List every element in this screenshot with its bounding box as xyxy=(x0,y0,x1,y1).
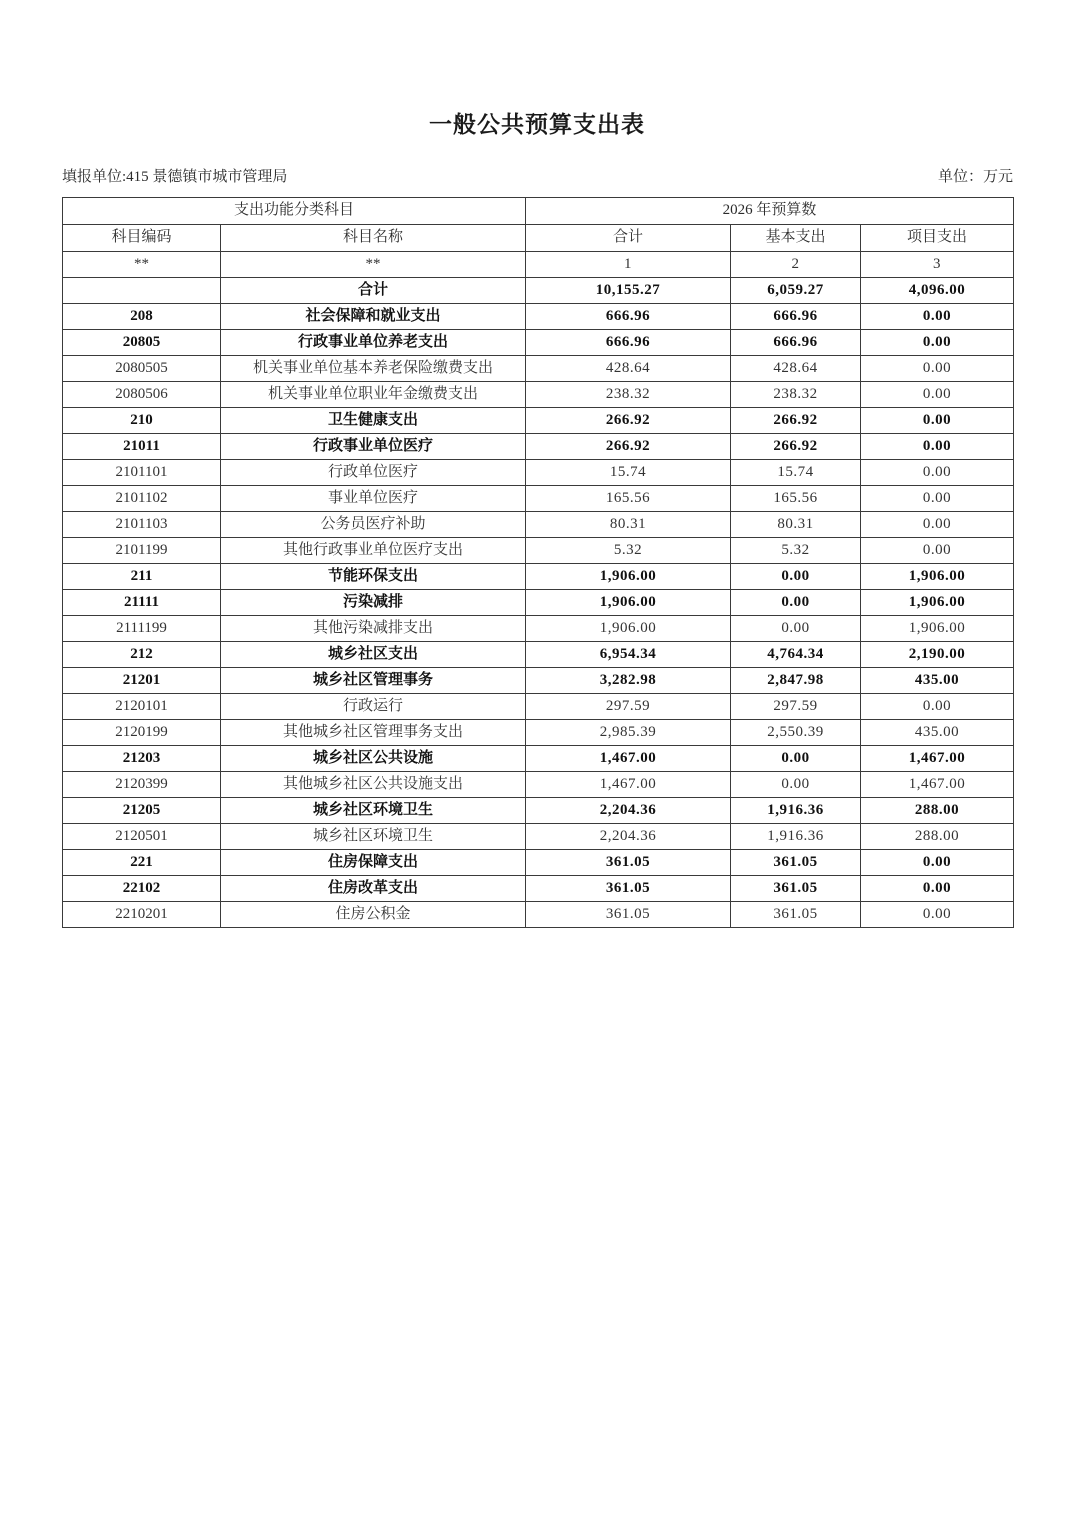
cell-subject-code xyxy=(63,278,221,304)
cell-total: 666.96 xyxy=(526,330,731,356)
cell-subject-name: 行政事业单位医疗 xyxy=(221,434,526,460)
table-row xyxy=(63,616,1014,642)
table-row xyxy=(63,902,1014,928)
cell-basic: 238.32 xyxy=(731,382,861,408)
cell-basic: 361.05 xyxy=(731,850,861,876)
cell-subject-code: 2101101 xyxy=(63,460,221,486)
unit-label: 单位：万元 xyxy=(937,169,1013,185)
cell-basic: 0.00 xyxy=(731,590,861,616)
cell-total: 6,954.34 xyxy=(526,642,731,668)
cell-subject-code: 2120199 xyxy=(63,720,221,746)
cell-basic: 266.92 xyxy=(731,434,861,460)
cell-subject-name: 城乡社区环境卫生 xyxy=(221,824,526,850)
cell-total: 15.74 xyxy=(526,460,731,486)
cell-subject-name: 其他行政事业单位医疗支出 xyxy=(221,538,526,564)
cell-subject-name: ** xyxy=(221,252,526,278)
table-row xyxy=(63,798,1014,824)
cell-total: 2,204.36 xyxy=(526,824,731,850)
cell-subject-code: 20805 xyxy=(63,330,221,356)
table-row xyxy=(63,538,1014,564)
table-row xyxy=(63,564,1014,590)
table-row xyxy=(63,486,1014,512)
cell-project: 1,467.00 xyxy=(861,772,1014,798)
cell-subject-code: 2120101 xyxy=(63,694,221,720)
header-project-expenditure: 项目支出 xyxy=(861,225,1014,252)
cell-project: 0.00 xyxy=(861,408,1014,434)
cell-project: 2,190.00 xyxy=(861,642,1014,668)
cell-subject-code: 210 xyxy=(63,408,221,434)
cell-project: 0.00 xyxy=(861,876,1014,902)
cell-basic: 4,764.34 xyxy=(731,642,861,668)
cell-total: 80.31 xyxy=(526,512,731,538)
cell-project: 0.00 xyxy=(861,850,1014,876)
cell-subject-name: 城乡社区公共设施 xyxy=(221,746,526,772)
cell-basic: 0.00 xyxy=(731,564,861,590)
cell-subject-name: 住房公积金 xyxy=(221,902,526,928)
cell-subject-name: 城乡社区支出 xyxy=(221,642,526,668)
table-row xyxy=(63,824,1014,850)
cell-project: 0.00 xyxy=(861,694,1014,720)
cell-project: 0.00 xyxy=(861,356,1014,382)
cell-subject-code: 212 xyxy=(63,642,221,668)
header-group-budget-year: 2026 年预算数 xyxy=(526,198,1014,225)
table-row xyxy=(63,330,1014,356)
cell-subject-code: 21011 xyxy=(63,434,221,460)
cell-total: 666.96 xyxy=(526,304,731,330)
cell-subject-code: 2101102 xyxy=(63,486,221,512)
cell-subject-code: 2101199 xyxy=(63,538,221,564)
cell-total: 1,906.00 xyxy=(526,590,731,616)
cell-basic: 15.74 xyxy=(731,460,861,486)
cell-basic: 361.05 xyxy=(731,902,861,928)
cell-project: 0.00 xyxy=(861,382,1014,408)
cell-subject-name: 行政单位医疗 xyxy=(221,460,526,486)
table-row xyxy=(63,876,1014,902)
table-row xyxy=(63,694,1014,720)
table-row xyxy=(63,278,1014,304)
cell-basic: 0.00 xyxy=(731,772,861,798)
cell-basic: 2,550.39 xyxy=(731,720,861,746)
cell-total: 297.59 xyxy=(526,694,731,720)
cell-project: 435.00 xyxy=(861,720,1014,746)
cell-subject-name: 城乡社区管理事务 xyxy=(221,668,526,694)
header-group-row xyxy=(63,198,1014,225)
table-row xyxy=(63,356,1014,382)
table-row xyxy=(63,720,1014,746)
cell-subject-code: 2120399 xyxy=(63,772,221,798)
meta-row xyxy=(62,165,1013,186)
cell-total: 1,467.00 xyxy=(526,772,731,798)
cell-basic: 0.00 xyxy=(731,616,861,642)
cell-total: 1,906.00 xyxy=(526,616,731,642)
cell-subject-name: 城乡社区环境卫生 xyxy=(221,798,526,824)
table-row xyxy=(63,668,1014,694)
cell-project: 288.00 xyxy=(861,798,1014,824)
cell-subject-code: 2101103 xyxy=(63,512,221,538)
cell-subject-code: 2210201 xyxy=(63,902,221,928)
header-subject-code: 科目编码 xyxy=(63,225,221,252)
cell-subject-name: 节能环保支出 xyxy=(221,564,526,590)
cell-subject-code: 211 xyxy=(63,564,221,590)
cell-total: 266.92 xyxy=(526,408,731,434)
cell-total: 266.92 xyxy=(526,434,731,460)
cell-basic: 266.92 xyxy=(731,408,861,434)
cell-subject-code: 2080506 xyxy=(63,382,221,408)
cell-basic: 1,916.36 xyxy=(731,824,861,850)
cell-project: 0.00 xyxy=(861,434,1014,460)
cell-total: 1,906.00 xyxy=(526,564,731,590)
cell-project: 1,906.00 xyxy=(861,590,1014,616)
cell-subject-name: 其他城乡社区公共设施支出 xyxy=(221,772,526,798)
cell-project: 288.00 xyxy=(861,824,1014,850)
cell-total: 3,282.98 xyxy=(526,668,731,694)
cell-subject-code: 208 xyxy=(63,304,221,330)
cell-total: 361.05 xyxy=(526,850,731,876)
cell-project: 0.00 xyxy=(861,460,1014,486)
cell-subject-name: 事业单位医疗 xyxy=(221,486,526,512)
table-row xyxy=(63,252,1014,278)
budget-table xyxy=(62,197,1014,928)
cell-basic: 165.56 xyxy=(731,486,861,512)
cell-subject-code: 2111199 xyxy=(63,616,221,642)
cell-total: 5.32 xyxy=(526,538,731,564)
header-subject-name: 科目名称 xyxy=(221,225,526,252)
table-row xyxy=(63,408,1014,434)
cell-total: 10,155.27 xyxy=(526,278,731,304)
table-row xyxy=(63,772,1014,798)
cell-project: 4,096.00 xyxy=(861,278,1014,304)
cell-project: 0.00 xyxy=(861,304,1014,330)
cell-total: 238.32 xyxy=(526,382,731,408)
cell-project: 1,906.00 xyxy=(861,616,1014,642)
page-title: 一般公共预算支出表 xyxy=(429,112,645,137)
table-row xyxy=(63,382,1014,408)
table-header xyxy=(63,198,1014,252)
cell-subject-name: 污染减排 xyxy=(221,590,526,616)
cell-total: 361.05 xyxy=(526,876,731,902)
cell-project: 0.00 xyxy=(861,486,1014,512)
cell-total: 361.05 xyxy=(526,902,731,928)
cell-total: 2,985.39 xyxy=(526,720,731,746)
cell-project: 0.00 xyxy=(861,512,1014,538)
cell-basic: 428.64 xyxy=(731,356,861,382)
cell-subject-name: 行政运行 xyxy=(221,694,526,720)
cell-total: 428.64 xyxy=(526,356,731,382)
cell-subject-code: 21205 xyxy=(63,798,221,824)
cell-basic: 1,916.36 xyxy=(731,798,861,824)
cell-subject-name: 卫生健康支出 xyxy=(221,408,526,434)
cell-basic: 6,059.27 xyxy=(731,278,861,304)
cell-subject-code: 21203 xyxy=(63,746,221,772)
cell-total: 1 xyxy=(526,252,731,278)
cell-subject-name: 社会保障和就业支出 xyxy=(221,304,526,330)
cell-basic: 361.05 xyxy=(731,876,861,902)
cell-subject-name: 机关事业单位职业年金缴费支出 xyxy=(221,382,526,408)
cell-subject-code: ** xyxy=(63,252,221,278)
cell-basic: 2 xyxy=(731,252,861,278)
header-total: 合计 xyxy=(526,225,731,252)
reporting-unit-label: 填报单位:415 景德镇市城市管理局 xyxy=(62,169,288,185)
cell-basic: 666.96 xyxy=(731,304,861,330)
table-body xyxy=(63,252,1014,928)
cell-subject-code: 21111 xyxy=(63,590,221,616)
cell-basic: 2,847.98 xyxy=(731,668,861,694)
cell-subject-name: 住房保障支出 xyxy=(221,850,526,876)
cell-basic: 5.32 xyxy=(731,538,861,564)
cell-subject-code: 22102 xyxy=(63,876,221,902)
cell-subject-code: 2120501 xyxy=(63,824,221,850)
cell-subject-name: 其他城乡社区管理事务支出 xyxy=(221,720,526,746)
table-row xyxy=(63,512,1014,538)
cell-basic: 80.31 xyxy=(731,512,861,538)
table-row xyxy=(63,434,1014,460)
header-group-function-classification: 支出功能分类科目 xyxy=(63,198,526,225)
cell-project: 1,906.00 xyxy=(861,564,1014,590)
cell-project: 0.00 xyxy=(861,330,1014,356)
cell-basic: 666.96 xyxy=(731,330,861,356)
cell-subject-name: 其他污染减排支出 xyxy=(221,616,526,642)
cell-project: 435.00 xyxy=(861,668,1014,694)
cell-subject-code: 221 xyxy=(63,850,221,876)
cell-project: 1,467.00 xyxy=(861,746,1014,772)
cell-subject-name: 行政事业单位养老支出 xyxy=(221,330,526,356)
header-columns-row xyxy=(63,225,1014,252)
table-row xyxy=(63,590,1014,616)
table-row xyxy=(63,850,1014,876)
cell-total: 1,467.00 xyxy=(526,746,731,772)
cell-project: 3 xyxy=(861,252,1014,278)
cell-subject-name: 住房改革支出 xyxy=(221,876,526,902)
cell-total: 165.56 xyxy=(526,486,731,512)
table-row xyxy=(63,304,1014,330)
table-row xyxy=(63,460,1014,486)
cell-subject-name: 公务员医疗补助 xyxy=(221,512,526,538)
cell-basic: 0.00 xyxy=(731,746,861,772)
table-row xyxy=(63,746,1014,772)
cell-project: 0.00 xyxy=(861,538,1014,564)
cell-subject-code: 2080505 xyxy=(63,356,221,382)
cell-subject-code: 21201 xyxy=(63,668,221,694)
cell-project: 0.00 xyxy=(861,902,1014,928)
header-basic-expenditure: 基本支出 xyxy=(731,225,861,252)
table-row xyxy=(63,642,1014,668)
cell-basic: 297.59 xyxy=(731,694,861,720)
cell-subject-name: 合计 xyxy=(221,278,526,304)
cell-total: 2,204.36 xyxy=(526,798,731,824)
cell-subject-name: 机关事业单位基本养老保险缴费支出 xyxy=(221,356,526,382)
